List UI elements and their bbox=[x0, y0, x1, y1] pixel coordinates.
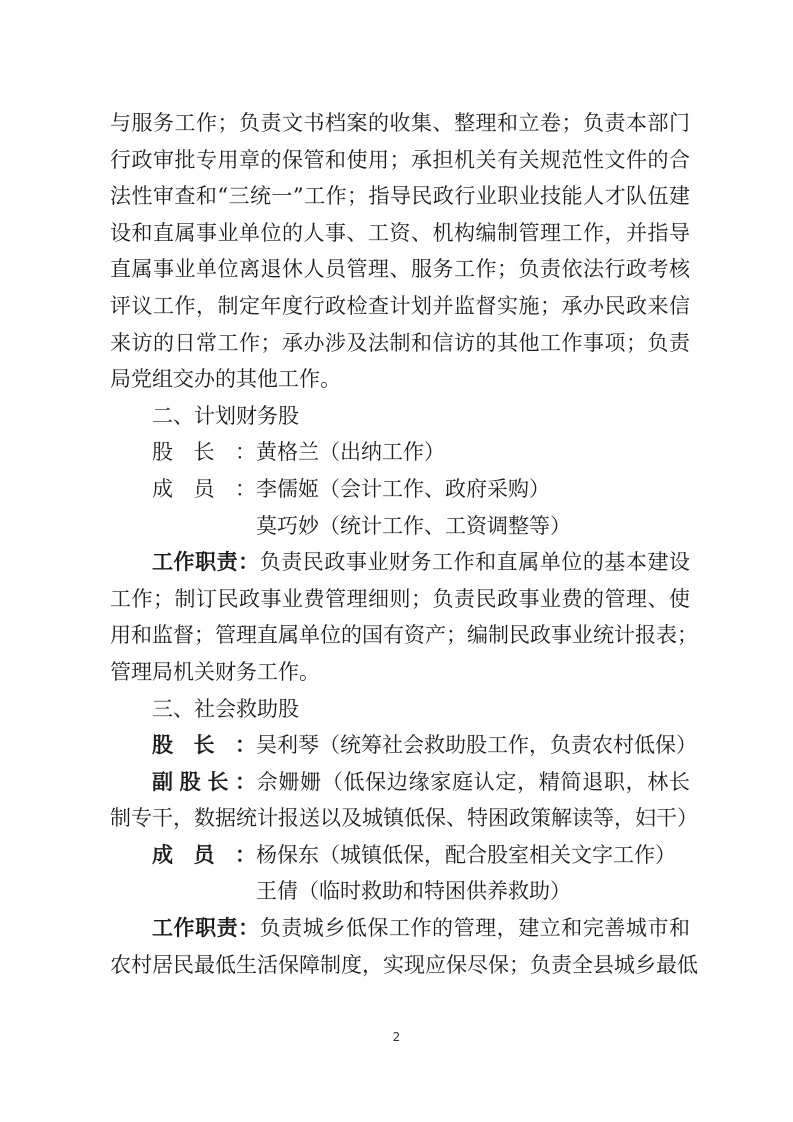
duty-label: 工作职责： bbox=[152, 549, 260, 575]
staff-line-member bbox=[110, 837, 690, 874]
staff-line-chief bbox=[110, 434, 690, 471]
paragraph-line: 法性审查和“三统一”工作；指导民政行业职业技能人才队伍建 bbox=[110, 184, 690, 209]
staff-line-member bbox=[110, 508, 690, 545]
staff-entry: 王倩（临时救助和特困供养救助） bbox=[256, 879, 571, 904]
role-label: 成员： bbox=[152, 476, 256, 501]
section-heading: 二、计划财务股 bbox=[152, 403, 299, 428]
duty-line: 工作；制订民政事业费管理细则；负责民政事业费的管理、使 bbox=[110, 586, 690, 611]
role-label: 股长： bbox=[152, 440, 256, 465]
staff-line-member bbox=[110, 873, 690, 910]
paragraph-line: 与服务工作；负责文书档案的收集、整理和立卷；负责本部门 bbox=[110, 111, 690, 135]
paragraph-line: 来访的日常工作；承办涉及法制和信访的其他工作事项；负责 bbox=[110, 330, 690, 355]
staff-entry: 杨保东（城镇低保，配合股室相关文字工作） bbox=[256, 842, 676, 867]
staff-line-chief bbox=[110, 727, 697, 764]
paragraph-line: 设和直属事业单位的人事、工资、机构编制管理工作，并指导 bbox=[110, 220, 690, 245]
role-label: 股长： bbox=[152, 732, 256, 758]
page-number: 2 bbox=[392, 1030, 401, 1044]
paragraph-line: 局党组交办的其他工作。 bbox=[110, 367, 341, 392]
role-label: 副股长： bbox=[152, 768, 256, 794]
paragraph-line: 评议工作，制定年度行政检查计划并监督实施；承办民政来信 bbox=[110, 293, 690, 318]
document-body bbox=[110, 105, 698, 983]
duty-line: 管理局机关财务工作。 bbox=[110, 659, 320, 684]
staff-line-member bbox=[110, 471, 690, 508]
role-label: 成员： bbox=[152, 841, 256, 867]
staff-entry: 佘姗姗（低保边缘家庭认定，精简退职，林长 bbox=[256, 769, 690, 794]
section-heading: 三、社会救助股 bbox=[152, 696, 299, 721]
duty-line: 用和监督；管理直属单位的国有资产；编制民政事业统计报表； bbox=[110, 623, 698, 648]
staff-entry: 吴利琴（统筹社会救助股工作，负责农村低保） bbox=[256, 733, 697, 758]
duty-line: 农村居民最低生活保障制度，实现应保尽保；负责全县城乡最低 bbox=[110, 952, 698, 977]
staff-entry: 黄格兰（出纳工作） bbox=[256, 440, 445, 465]
duty-label: 工作职责： bbox=[152, 915, 260, 941]
staff-entry: 莫巧妙（统计工作、工资调整等） bbox=[256, 513, 571, 538]
duty-line: 工作职责：负责城乡低保工作的管理，建立和完善城市和 bbox=[152, 915, 691, 941]
duty-line: 工作职责：负责民政事业财务工作和直属单位的基本建设 bbox=[152, 549, 691, 575]
staff-line-deputy-cont: 制专干，数据统计报送以及城镇低保、特困政策解读等，妇干） bbox=[110, 806, 698, 831]
paragraph-line: 行政审批专用章的保管和使用；承担机关有关规范性文件的合 bbox=[110, 147, 690, 172]
paragraph-line: 直属事业单位离退休人员管理、服务工作；负责依法行政考核 bbox=[110, 257, 690, 282]
staff-entry: 李儒姬（会计工作、政府采购） bbox=[256, 476, 550, 501]
staff-line-deputy bbox=[110, 764, 690, 801]
